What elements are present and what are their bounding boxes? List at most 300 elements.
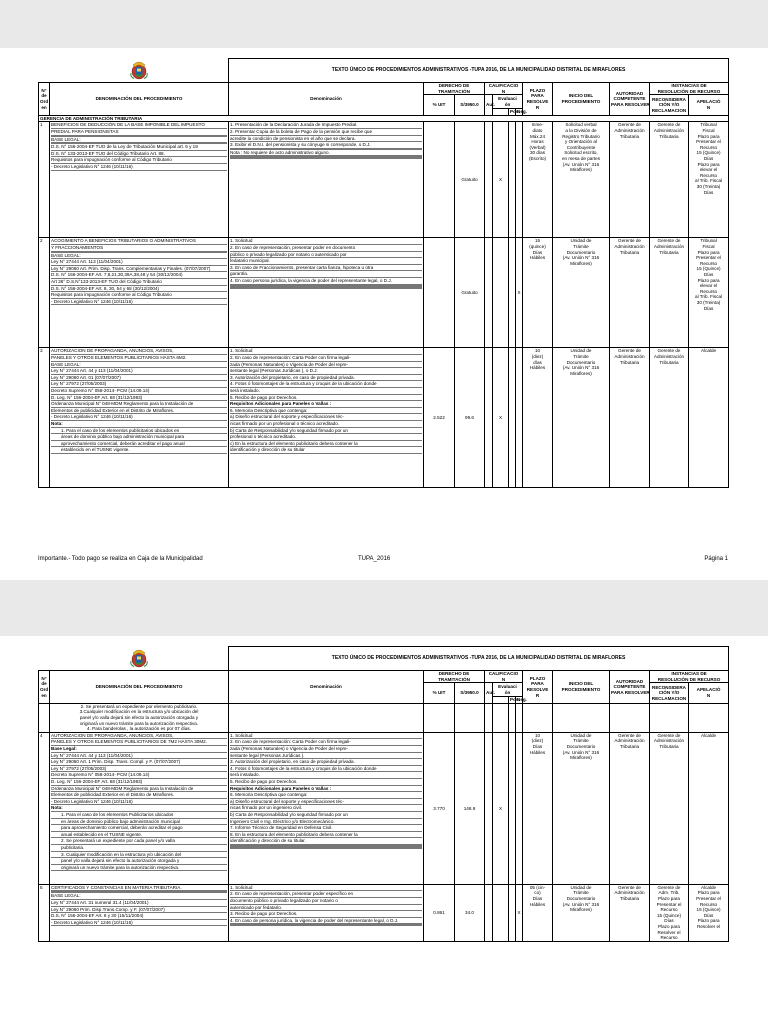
document-page-1 xyxy=(0,48,768,580)
text-line: 3. En caso de Fraccionamiento, presentar carta fianza, hipoteca u otra xyxy=(230,265,422,272)
text-line: al Trib. Fiscal xyxy=(695,178,723,184)
text-line: Días xyxy=(664,918,674,924)
text-line: 3. Cualquier modificación en la estructura y/o ubicación del xyxy=(51,852,227,859)
text-line: Tributaria xyxy=(659,133,679,139)
appeal xyxy=(689,238,729,348)
procedure-name xyxy=(50,732,229,884)
text-line: Días xyxy=(703,912,714,918)
text-line: D.S. N° 156-2004-EF Art. 8, 30, 54 y 68 (30/12/2004) xyxy=(51,286,227,293)
continuation-notes xyxy=(50,703,229,732)
text-line: Alcalde xyxy=(701,348,717,354)
qualification-aut xyxy=(485,348,493,488)
col-apelacion: APELACIÓ N xyxy=(689,683,729,704)
text-line: establecido en el TUSNE vigente. xyxy=(51,447,227,454)
text-line: Ley N° 27444 Art. 44 y 113 (11/04/2001) xyxy=(51,368,227,375)
text-line: Requisitos Adicionales para Paneles o Vallas : xyxy=(230,401,422,408)
text-line: Miraflores) xyxy=(570,907,592,913)
footer-note: Importante.- Todo pago se realiza en Caja de la Municipalidad xyxy=(38,556,203,562)
document-title: TEXTO ÚNICO DE PROCEDIMIENTOS ADMINISTRATIVOS -TUPA 2016, DE LA MUNICIPALIDAD DISTRITAL DE MIRAFLORES xyxy=(229,647,729,671)
text-line: Días xyxy=(532,744,543,750)
text-line: y Orientación al xyxy=(565,139,597,145)
text-line: Art 36° D.S.N°133-2013-EF TUO del Código Tributario xyxy=(51,279,227,286)
text-line: D.S. N° 156-2004-EF Art. 8 y 30 (15/11/2004) xyxy=(51,913,227,920)
fee-soles: 99.6 xyxy=(455,348,485,488)
text-line: identificación y dirección de su titular xyxy=(230,447,422,454)
text-line: 3. Recibo de pago por Derechos. xyxy=(230,911,422,918)
text-line: Documentario xyxy=(566,359,596,365)
text-line: PANELES Y OTROS ELEMENTOS PUBLICITARIOS HASTA 6M2. xyxy=(51,355,227,362)
procedure-name xyxy=(50,884,229,941)
text-line: D.S. N° 133-2013-EF TUO del Código Tributario Art. 88. xyxy=(51,151,227,158)
text-line: Contribuyente xyxy=(566,144,596,150)
text-line: Ley N° 29060 Art. Prim. Disp. Trans. Complementarias y Finales. (07/07/2007) xyxy=(51,266,227,273)
text-line: Fiscal xyxy=(702,244,715,250)
procedure-start xyxy=(553,884,610,941)
appeal xyxy=(689,122,729,238)
text-line: Tributaria xyxy=(659,744,679,750)
qualification-pos xyxy=(509,122,516,238)
text-line: Trámite xyxy=(573,244,589,250)
text-line: acredite la condición de pensionista en el año que se declara. xyxy=(230,136,422,143)
qualification-eval xyxy=(493,238,509,348)
procedure-row xyxy=(39,122,729,238)
text-line: Administración xyxy=(614,738,645,744)
qualification-neg xyxy=(516,732,523,884)
qualification-aut xyxy=(485,732,493,884)
text-line: 1. Presentación de la Declaración Jurada de Impuesto Predial. xyxy=(230,122,422,129)
procedure-number: 4 xyxy=(39,732,50,884)
text-line: Gerente de xyxy=(618,884,641,890)
fee-uit: 3.770 xyxy=(424,732,455,884)
text-line: Tributaria xyxy=(619,359,640,365)
col-uit: % UIT xyxy=(424,683,455,704)
text-line: Gerente de xyxy=(618,238,641,244)
text-line xyxy=(230,848,422,849)
procedure-row xyxy=(39,238,729,348)
col-plazo: PLAZO PARA RESOLVE R xyxy=(523,83,553,116)
text-line: Recurso xyxy=(700,260,718,266)
text-line xyxy=(230,288,422,289)
text-line xyxy=(230,925,422,926)
text-line: Recurso xyxy=(660,907,678,913)
text-line: Presentar el xyxy=(696,139,721,145)
text-line: 4. En caso persona jurídica, la vigencia de poder del representante legal, o D.J. xyxy=(230,278,422,285)
text-line: Hábiles xyxy=(529,749,546,755)
text-line: será instalado. xyxy=(230,772,422,779)
fee-uit: 2.522 xyxy=(424,348,455,488)
col-pos: Pos. xyxy=(510,697,520,703)
procedure-start xyxy=(553,122,610,238)
text-line: Ley N° 27444 Art. 113 (11/04/2001) xyxy=(51,259,227,266)
text-line: Ordenanza Municipal N° 048-MDM Reglamento para la Instalación de xyxy=(51,401,227,408)
page-footer xyxy=(38,556,728,566)
text-line: D.S. N° 156-2004-EF TUO de la Ley de Tributación Municipal art. 6 y 19 xyxy=(51,144,227,151)
text-line: BASE LEGAL: xyxy=(51,137,227,144)
text-line: 10 xyxy=(534,348,541,354)
text-line: b) Carta de Responsabilidad y/o seguridad firmado por un xyxy=(230,428,422,435)
text-line: Tributaria xyxy=(619,133,640,139)
text-line: BENEFICIOS DE DEDUCCIÓN DE LA BASE IMPONIBLE DEL IMPUESTO xyxy=(51,122,227,129)
text-line: 30 (Treinta) xyxy=(696,184,721,189)
text-line: publicitaria. xyxy=(51,845,227,852)
text-line: 7. Informe Técnico de Seguridad en Defensa Civil. xyxy=(230,825,422,832)
procedure-requirements xyxy=(229,884,424,941)
qualification-pos xyxy=(509,238,516,348)
col-reconsideracion: RECONSIDERA CIÓN Y/O RECLAMACION xyxy=(650,95,689,116)
col-aut: Aut. xyxy=(485,95,493,116)
text-line: en áreas de dominio público bajo administración municipal xyxy=(51,819,227,826)
text-line: Recurso xyxy=(700,901,718,907)
text-line: diato xyxy=(532,128,543,134)
text-line: Elementos de publicidad Exterior en el Distrito de Miraflores. xyxy=(51,792,227,799)
procedure-start xyxy=(553,348,610,488)
text-line: 15 xyxy=(534,238,541,244)
text-line: garantía. xyxy=(230,271,422,278)
reconsideration xyxy=(650,732,689,884)
text-line: Trámite xyxy=(573,738,589,744)
text-line: (Av. Unión N° 316 xyxy=(562,749,600,755)
text-line: BASE LEGAL: xyxy=(51,362,227,369)
text-line: Unidad de xyxy=(570,348,592,354)
text-line: 1. Solicitud xyxy=(230,885,422,892)
qualification-aut xyxy=(485,238,493,348)
col-requisitos: Denominación xyxy=(229,83,424,116)
text-line: Resolver el xyxy=(657,929,681,935)
competent-authority xyxy=(610,732,650,884)
procedure-row xyxy=(39,884,729,941)
text-line: será instalado. xyxy=(230,388,422,395)
col-autoridad: AUTORIDAD COMPETENTE PARA RESOLVER xyxy=(610,671,650,704)
text-line: identificación y dirección de su titular. xyxy=(230,838,422,845)
text-line: 2. En caso de representación: Carta Poder con firma legali- xyxy=(230,739,422,746)
text-line: 6. Memoria Descriptiva que contenga: xyxy=(230,408,422,415)
text-line: Administración xyxy=(614,890,645,896)
municipal-crest-icon xyxy=(128,60,150,80)
text-line: 2. Se presentará un expediente por elemento publicitario. xyxy=(80,703,198,709)
text-line: Tributaria xyxy=(659,249,679,255)
term-to-resolve xyxy=(523,884,553,941)
text-line: Plazo para xyxy=(697,249,720,255)
text-line: Plazo para xyxy=(697,161,720,167)
text-line: panel y/o valla dejará sin efecto la autorización otorgada y xyxy=(79,715,199,721)
text-line: Tributaria xyxy=(659,359,679,365)
text-line: zada (Personas Naturales) o Vigencia de Poder del repre- xyxy=(230,362,422,369)
text-line: Documentario xyxy=(566,744,596,750)
procedure-number: 2 xyxy=(39,238,50,348)
text-line: Plazo para xyxy=(658,924,680,929)
text-line: elevar el xyxy=(699,167,718,173)
text-line: Unidad de xyxy=(570,238,592,244)
text-line: Y FRACCIONAMIENTOS xyxy=(51,245,227,252)
table-header xyxy=(39,59,729,116)
text-line: Presentar el xyxy=(696,896,721,902)
col-reconsideracion: RECONSIDERA CIÓN Y/O RECLAMACION xyxy=(650,683,689,704)
col-soles: S/3950.0 xyxy=(455,95,485,116)
text-line: Plazo para xyxy=(697,890,720,896)
text-line: Requisitos para impugnación conforme al Código Tributario xyxy=(51,292,227,299)
text-line: Plazo para xyxy=(697,133,720,139)
appeal xyxy=(689,348,729,488)
qualification-pos xyxy=(509,884,516,941)
text-line: 1. Solicitud xyxy=(230,348,422,355)
text-line: nicas firmado por un profesional o técnico acreditado. xyxy=(230,421,422,428)
text-line: Requisitos para impugnación conforme al Código Tributario xyxy=(51,157,227,164)
text-line: 5. Recibo de pago por Derechos. xyxy=(230,779,422,786)
text-line: Documentario xyxy=(566,249,596,255)
text-line: Administración xyxy=(653,354,685,360)
text-line: 3. Autorización del propietario, en caso de propiedad privada. xyxy=(230,375,422,382)
text-line: Ley N° 27972 (27/05/2003) xyxy=(51,766,227,773)
reconsideration xyxy=(650,884,689,941)
text-line: Administración xyxy=(614,354,645,360)
text-line: (Av. Unión N° 316 xyxy=(562,161,600,167)
qualification-pos xyxy=(509,732,516,884)
text-line: Tributaria xyxy=(619,744,640,750)
text-line: AUTORIZACION DE PROPAGANDA, ANUNCIOS, AVISOS, xyxy=(51,733,227,740)
procedure-requirements xyxy=(229,732,424,884)
text-line: originará un nuevo trámite para la autorización respectiva. xyxy=(79,720,199,726)
text-line: (diez) xyxy=(531,738,544,744)
text-line: Recurso xyxy=(700,288,718,294)
text-line: Miraflores) xyxy=(570,167,592,173)
qualification-eval xyxy=(493,884,509,941)
text-line: Máx.24 xyxy=(529,133,546,139)
fee-soles: 148.9 xyxy=(455,732,485,884)
text-line: (Av. Unión N° 316 xyxy=(562,255,600,261)
text-line: 2. En caso de representación, presentar poder específico en xyxy=(230,891,422,898)
text-line: Tribunal xyxy=(700,122,717,128)
col-soles: S/3950.0 xyxy=(455,683,485,704)
footer-page-number: Página 1 xyxy=(704,556,728,562)
text-line: a la División de xyxy=(565,128,597,134)
appeal xyxy=(689,884,729,941)
competent-authority xyxy=(610,348,650,488)
qualification-neg: X xyxy=(516,884,523,941)
term-to-resolve xyxy=(523,122,553,238)
qualification-eval: X xyxy=(493,122,509,238)
col-derecho-tramitacion: DERECHO DE TRAMITACIÓN xyxy=(424,671,485,683)
text-line: 30 días xyxy=(529,150,546,156)
text-line: Gerente de xyxy=(657,238,681,244)
text-line: 4. En caso de persona jurídica, la vigencia de poder del representante legal, o D.J. xyxy=(230,918,422,925)
col-inicio: INICIO DEL PROCEDIMIENTO xyxy=(553,671,610,704)
text-line: BASE LEGAL: xyxy=(51,893,227,900)
text-line: Presentar el xyxy=(696,255,721,261)
text-line: 1. Para el caso de los elementos Publicitarios ubicados xyxy=(51,812,227,819)
text-line: Administración xyxy=(653,738,685,744)
col-denominacion-procedimiento: DENOMINACIÓN DEL PROCEDIMIENTO xyxy=(50,671,229,704)
text-line: aprovechamiento comercial, deberán acreditar el pago anual xyxy=(51,441,227,448)
procedure-row xyxy=(39,732,729,884)
text-line: nicas firmado por un ingeniero civil. xyxy=(230,805,422,812)
col-evaluacion: Evaluaci ón xyxy=(493,683,523,697)
text-line: - Decreto Legislativo N° 1246 (10/11/16) xyxy=(51,920,227,927)
procedure-requirements xyxy=(229,122,424,238)
text-line: - Decreto Legislativo N° 1246 (10/11/16) xyxy=(51,414,227,421)
text-line: público o privado legalizado por notario o autenticado por xyxy=(230,252,422,259)
qualification-neg xyxy=(516,348,523,488)
text-line: Trámite xyxy=(573,354,589,360)
qualification-neg: X xyxy=(516,238,523,348)
text-line: Ley N° 27444 Art. 31 numeral 31.4 (11/04/2001) xyxy=(51,900,227,907)
text-line: al Trib. Fiscal xyxy=(695,294,723,300)
procedure-row xyxy=(39,348,729,488)
fee-soles: Gratuito xyxy=(455,238,485,348)
text-line: Alcalde xyxy=(701,732,717,738)
procedure-start xyxy=(553,732,610,884)
text-line: PANELES Y OTROS ELEMENTOS PUBLICITARIOS DE 7M2 HASTA 30M2. xyxy=(51,739,227,746)
text-line: en mesa de partes xyxy=(561,156,601,162)
text-line xyxy=(230,158,422,159)
procedure-name xyxy=(50,348,229,488)
text-line: (Av. Unión N° 316 xyxy=(562,365,600,371)
text-line: Hábiles xyxy=(529,365,546,371)
text-line: (Escrito) xyxy=(528,156,547,162)
text-line: Días xyxy=(703,272,714,278)
text-line: Hábiles xyxy=(529,901,546,907)
text-line: Nota: xyxy=(51,805,227,812)
text-line: Días xyxy=(532,896,543,902)
competent-authority xyxy=(610,884,650,941)
text-line: Días xyxy=(703,189,714,195)
footer-doc-name: TUPA_2016 xyxy=(358,556,391,562)
procedure-number: 3 xyxy=(39,348,50,488)
competent-authority xyxy=(610,122,650,238)
text-line: panel y/o valla dejará sin efecto la autorización otorgada y xyxy=(51,858,227,865)
text-line: 5. Recibo de pago por Derechos. xyxy=(230,395,422,402)
text-line: Alcalde xyxy=(701,884,717,890)
qualification-aut xyxy=(485,122,493,238)
text-line: BASE LEGAL: xyxy=(51,253,227,260)
text-line: Miraflores) xyxy=(570,755,592,761)
text-line: Trámite xyxy=(573,890,589,896)
col-pos: Pos. xyxy=(510,109,520,115)
col-denominacion-procedimiento: DENOMINACIÓN DEL PROCEDIMIENTO xyxy=(50,83,229,116)
text-line: Ley N° 27972 (27/05/2003) xyxy=(51,381,227,388)
text-line: c) En la estructura del elemento publicitario debera contener la xyxy=(230,441,422,448)
text-line: originará un nuevo trámite para la autorización respectiva. xyxy=(51,865,227,872)
text-line: Gerente de xyxy=(618,122,641,128)
col-aut: Aut. xyxy=(485,683,493,704)
text-line: - Decreto Legislativo N° 1246 (10/11/16) xyxy=(51,799,227,806)
col-evaluacion: Evaluaci ón xyxy=(493,95,523,109)
text-line: Ley N° 29060 Prim. Disp.Trans.Comp. y F. (07/07/2007) xyxy=(51,907,227,914)
text-line: Presentar el xyxy=(656,901,682,907)
tupa-table xyxy=(38,58,729,488)
text-line: zada (Personas Naturales) o Vigencia de Poder del repre- xyxy=(230,746,422,753)
text-line: Administración xyxy=(614,244,645,250)
col-calificacion: CALIFICACIO N xyxy=(485,83,523,95)
text-line: D. Leg. N° 156-2004-EF Art. 68 (31/12/1993) xyxy=(51,395,227,402)
col-instancias: INSTANCIAS DE RESOLUCIÓN DE RECURSO xyxy=(650,83,729,95)
text-line: Decreto Supremo N° 058-2014- PCM (14.09.14) xyxy=(51,772,227,779)
text-line: sentante legal (Personas Jurídicas ), o D.J. xyxy=(230,368,422,375)
qualification-aut xyxy=(485,884,493,941)
fee-uit: 0.861 xyxy=(424,884,455,941)
text-line: anual establecido en el TUSNE vigente. xyxy=(51,832,227,839)
text-line: documento público o privado legalizado por notario o xyxy=(230,898,422,905)
text-line: 2. En caso de representación, presentar poder en documento xyxy=(230,245,422,252)
text-line: Administración xyxy=(653,128,685,134)
text-line: Gerente de xyxy=(657,732,681,738)
text-line: 15 (Quince) xyxy=(696,907,721,913)
procedure-requirements xyxy=(229,348,424,488)
text-line: Resolver el xyxy=(697,924,721,929)
text-line: Inme- xyxy=(531,122,544,128)
text-line: (diez) xyxy=(531,354,544,360)
text-line: Documentario xyxy=(566,896,596,902)
text-line: Plazo para xyxy=(658,896,680,902)
text-line: autenticado por fedatario. xyxy=(230,905,422,912)
text-line: Miraflores) xyxy=(570,260,592,266)
qualification-eval: X xyxy=(493,348,509,488)
text-line: 1. Solicitud xyxy=(230,238,422,245)
text-line: Horas xyxy=(531,139,544,145)
text-line: sentante legal (Personas Jurídicas ). xyxy=(230,753,422,760)
text-line: - Decreto Legislativo N° 1246 (10/11/16) xyxy=(51,299,227,306)
text-line: días xyxy=(533,359,542,365)
reconsideration xyxy=(650,238,689,348)
text-line: Decreto Supremo N° 058-2014- PCM (14.09.14) xyxy=(51,388,227,395)
text-line: fedatario municipal. xyxy=(230,258,422,265)
col-derecho-tramitacion: DERECHO DE TRAMITACIÓN xyxy=(424,83,485,95)
text-line: Fiscal xyxy=(702,128,715,134)
text-line: 3. Exibir el D.N.I. del pensionista y su cónyuge si corresponde, o D.J. xyxy=(230,142,422,149)
text-line: 2. Presentar Copia de la boleta de Pago de la pensión que recibe que xyxy=(230,129,422,136)
text-line: 4. Fotos ó fotomontajes de la estructura y croquis de la ubicación donde xyxy=(230,766,422,773)
reconsideration xyxy=(650,122,689,238)
text-line: Días xyxy=(532,249,543,255)
col-num-orden: N° de Ord en xyxy=(39,83,50,116)
text-line: 1. Para el caso de los elementos publicitarios ubicados en xyxy=(51,428,227,435)
text-line: co) xyxy=(534,890,541,896)
text-line: profesional o técnico acreditado. xyxy=(230,434,422,441)
text-line: Gerente de xyxy=(618,348,641,354)
text-line: 8. En la estructura del elemento publicitario debera contener la xyxy=(230,832,422,839)
text-line: Base Legal: xyxy=(51,746,227,753)
col-instancias: INSTANCIAS DE RESOLUCIÓN DE RECURSO xyxy=(650,671,729,683)
text-line: Días xyxy=(703,156,714,162)
term-to-resolve xyxy=(523,238,553,348)
municipal-crest-icon xyxy=(128,648,150,668)
text-line: PREDIAL PARA PENSIONISTAS xyxy=(51,129,227,136)
text-line: Hábiles xyxy=(529,255,546,261)
text-line: Días xyxy=(703,305,714,311)
text-line: Recurso xyxy=(700,144,718,150)
text-line: Administración xyxy=(653,244,685,250)
text-line: 4. Para banderolas , la autorización es por 07 días. xyxy=(87,726,191,732)
term-to-resolve xyxy=(523,732,553,884)
text-line: 2. Se presentará un expediente por cada panel y/o valla xyxy=(51,838,227,845)
reconsideration xyxy=(650,348,689,488)
qualification-pos xyxy=(509,348,516,488)
text-line: Requisitos Adicionales para Paneles o Vallas : xyxy=(230,786,422,793)
table-body xyxy=(39,703,729,941)
text-line: 15 (Quince) xyxy=(696,150,721,156)
text-line: Plazo para xyxy=(697,277,720,283)
text-line: Gerente de xyxy=(657,348,681,354)
text-line: AUTORIZACION DE PROPAGANDA, ANUNCIOS, AVISOS, xyxy=(51,348,227,355)
tupa-table xyxy=(38,646,729,942)
text-line: Solicitud verbal xyxy=(565,122,597,128)
section-heading: GERENCIA DE ADMINISTRACIÓN TRIBUTARIA xyxy=(39,115,729,122)
text-line: Tributaria xyxy=(619,249,640,255)
procedure-name xyxy=(50,122,229,238)
text-line: Unidad de xyxy=(570,732,592,738)
text-line: Unidad de xyxy=(570,884,592,890)
text-line: Ley N° 29060 Art. 1 Prim. Disp. Trans. Compl. y F. (07/07/2007) xyxy=(51,759,227,766)
fee-uit xyxy=(424,238,455,348)
